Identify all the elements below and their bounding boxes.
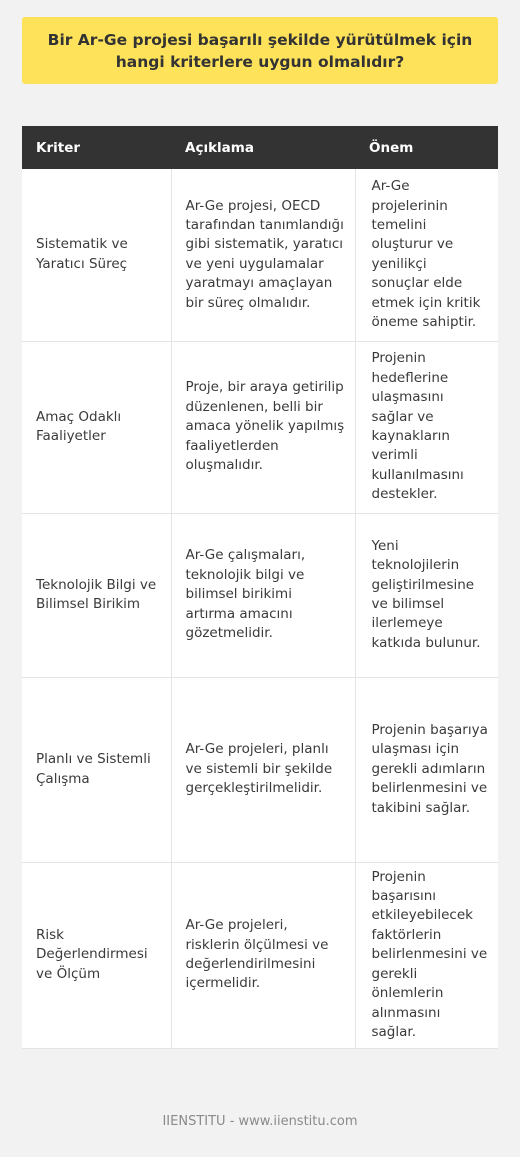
- criteria-table: [22, 126, 498, 1049]
- table-row: [22, 341, 498, 513]
- table-row: [22, 677, 498, 862]
- criterion-cell: Sistematik ve Yaratıcı Süreç: [22, 169, 171, 341]
- column-header-importance: Önem: [355, 126, 498, 169]
- criterion-cell: Planlı ve Sistemli Çalışma: [22, 677, 171, 862]
- criterion-cell: Amaç Odaklı Faaliyetler: [22, 341, 171, 513]
- importance-cell: Yeni teknolojilerin geliştirilmesine ve bilimsel ilerlemeye katkıda bulunur.: [355, 513, 498, 677]
- importance-cell: Projenin hedeflerine ulaşmasını sağlar ve kaynakların verimli kullanılmasını destekler.: [355, 341, 498, 513]
- page-title: [22, 17, 498, 84]
- page-title-text: Bir Ar-Ge projesi başarılı şekilde yürütülmek için hangi kriterlere uygun olmalıdır?: [47, 30, 473, 71]
- description-cell: Ar-Ge projeleri, risklerin ölçülmesi ve değerlendirilmesini içermelidir.: [171, 862, 355, 1048]
- description-cell: Proje, bir araya getirilip düzenlenen, belli bir amaca yönelik yapılmış faaliyetlerden oluşmalıdır.: [171, 341, 355, 513]
- description-cell: Ar-Ge projesi, OECD tarafından tanımlandığı gibi sistematik, yaratıcı ve yeni uygulamalar yaratmayı amaçlayan bir süreç olmalıdır.: [171, 169, 355, 341]
- column-header-description: Açıklama: [171, 126, 355, 169]
- importance-cell: Projenin başarıya ulaşması için gerekli adımların belirlenmesini ve takibini sağlar.: [355, 677, 498, 862]
- description-cell: Ar-Ge projeleri, planlı ve sistemli bir şekilde gerçekleştirilmelidir.: [171, 677, 355, 862]
- table-row: [22, 513, 498, 677]
- table-header-row: [22, 126, 498, 169]
- importance-cell: Ar-Ge projelerinin temelini oluşturur ve yenilikçi sonuçlar elde etmek için kritik öneme sahiptir.: [355, 169, 498, 341]
- criterion-cell: Risk Değerlendirmesi ve Ölçüm: [22, 862, 171, 1048]
- table-row: [22, 862, 498, 1048]
- column-header-criterion: Kriter: [22, 126, 171, 169]
- footer-credit: IIENSTITU - www.iienstitu.com: [162, 1114, 358, 1129]
- table-row: [22, 169, 498, 341]
- importance-cell: Projenin başarısını etkileyebilecek faktörlerin belirlenmesini ve gerekli önlemlerin alınmasını sağlar.: [355, 862, 498, 1048]
- description-cell: Ar-Ge çalışmaları, teknolojik bilgi ve bilimsel birikimi artırma amacını gözetmelidir.: [171, 513, 355, 677]
- criterion-cell: Teknolojik Bilgi ve Bilimsel Birikim: [22, 513, 171, 677]
